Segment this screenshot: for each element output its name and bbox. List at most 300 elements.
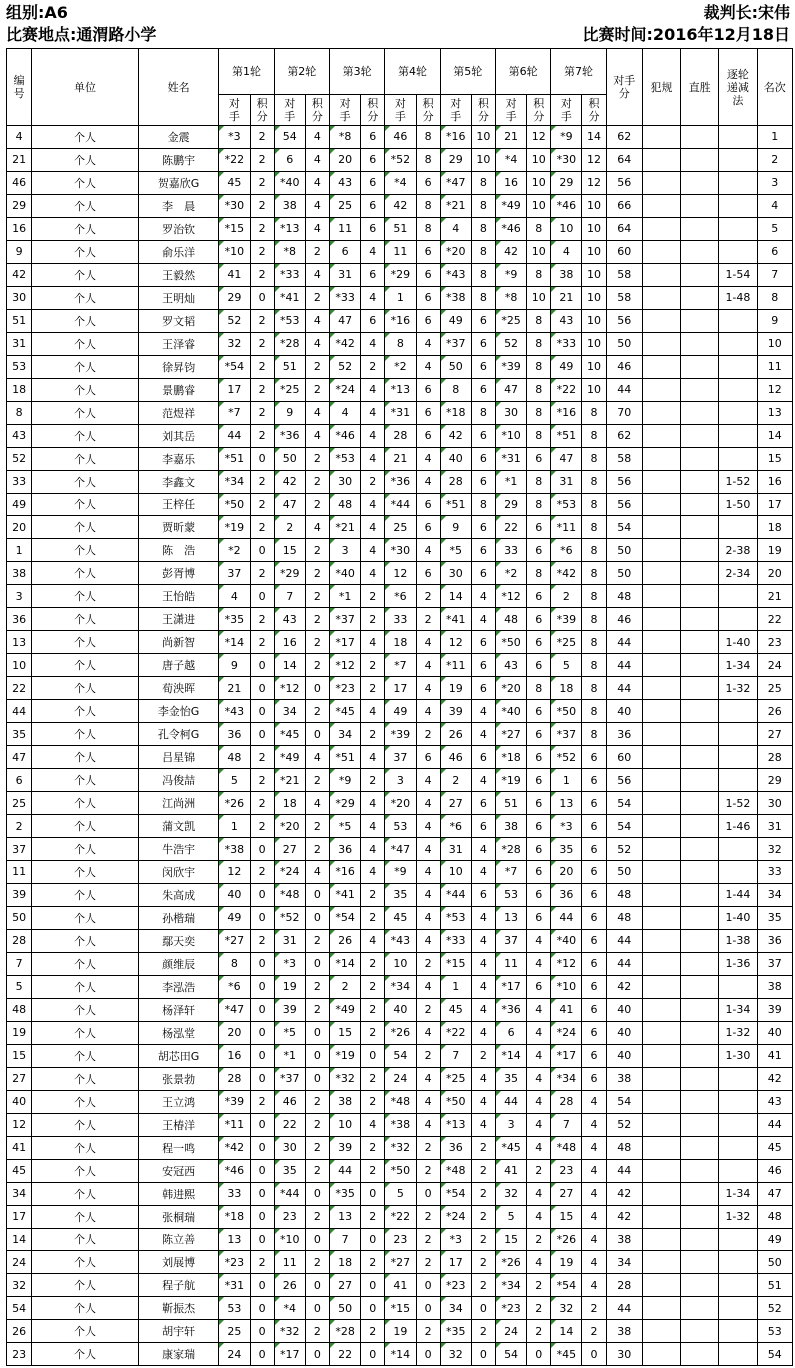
- cell-round-score: 10: [582, 309, 606, 332]
- cell-opponent: *48: [274, 883, 305, 906]
- cell-opponent: *23: [219, 1251, 250, 1274]
- cell-opp-score: 54: [606, 792, 642, 815]
- cell-unit: 个人: [32, 401, 139, 424]
- cell-opponent: 11: [385, 240, 416, 263]
- cell-opponent: 4: [329, 401, 360, 424]
- cell-opponent: 33: [495, 539, 526, 562]
- cell-round-score: 0: [471, 1297, 495, 1320]
- cell-opponent: *3: [551, 815, 582, 838]
- cell-tiebreak: 1-36: [719, 952, 757, 975]
- cell-round-score: 10: [582, 194, 606, 217]
- cell-round-score: 8: [527, 332, 551, 355]
- cell-opponent: *44: [274, 1182, 305, 1205]
- cell-round-score: 8: [416, 217, 440, 240]
- cell-round-score: 0: [361, 1044, 385, 1067]
- cell-rank: 47: [757, 1182, 792, 1205]
- cell-opponent: 6: [274, 148, 305, 171]
- cell-opponent: 45: [440, 998, 471, 1021]
- cell-direct-win: [681, 861, 719, 884]
- cell-name: 江尚洲: [138, 792, 219, 815]
- cell-round-score: 0: [250, 1044, 274, 1067]
- cell-opponent: *53: [440, 906, 471, 929]
- cell-opponent: 1: [440, 975, 471, 998]
- cell-opponent: 2: [551, 585, 582, 608]
- cell-opponent: 5: [385, 1182, 416, 1205]
- cell-opponent: *1: [329, 585, 360, 608]
- table-row: [7, 286, 793, 309]
- cell-no: 49: [7, 493, 32, 516]
- cell-opponent: *40: [495, 700, 526, 723]
- cell-round-score: 6: [471, 516, 495, 539]
- table-row: [7, 1228, 793, 1251]
- cell-round-score: 0: [250, 1182, 274, 1205]
- cell-round-score: 2: [361, 1067, 385, 1090]
- cell-round-score: 6: [471, 539, 495, 562]
- cell-direct-win: [681, 378, 719, 401]
- cell-round-score: 2: [305, 1251, 329, 1274]
- table-row: [7, 1205, 793, 1228]
- table-row: [7, 332, 793, 355]
- cell-no: 12: [7, 1113, 32, 1136]
- cell-opponent: *29: [385, 263, 416, 286]
- table-body: [7, 126, 793, 1366]
- cell-round-score: 0: [250, 539, 274, 562]
- cell-opponent: 44: [551, 906, 582, 929]
- cell-opponent: *12: [551, 952, 582, 975]
- cell-round-score: 8: [527, 493, 551, 516]
- cell-opponent: *2: [385, 355, 416, 378]
- cell-round-score: 2: [250, 815, 274, 838]
- cell-opponent: 4: [219, 585, 250, 608]
- cell-opponent: 42: [440, 424, 471, 447]
- cell-name: 王怡皓: [138, 585, 219, 608]
- cell-unit: 个人: [32, 792, 139, 815]
- cell-tiebreak: [719, 1159, 757, 1182]
- cell-round-score: 6: [361, 126, 385, 149]
- cell-round-score: 2: [416, 1320, 440, 1343]
- col-header-round-2: 第2轮: [274, 49, 329, 95]
- cell-no: 38: [7, 562, 32, 585]
- cell-opponent: *25: [551, 631, 582, 654]
- cell-opp-score: 44: [606, 1297, 642, 1320]
- cell-round-score: 4: [416, 792, 440, 815]
- cell-opponent: *40: [329, 562, 360, 585]
- cell-round-score: 4: [582, 1228, 606, 1251]
- cell-opponent: *3: [274, 952, 305, 975]
- cell-foul: [642, 1205, 680, 1228]
- cell-round-score: 2: [250, 148, 274, 171]
- cell-round-score: 8: [582, 401, 606, 424]
- subheader-opp: 对手: [219, 95, 250, 126]
- cell-round-score: 6: [471, 332, 495, 355]
- subheader-score: 积分: [471, 95, 495, 126]
- cell-direct-win: [681, 148, 719, 171]
- cell-round-score: 2: [361, 1136, 385, 1159]
- cell-round-score: 6: [527, 608, 551, 631]
- cell-round-score: 6: [471, 470, 495, 493]
- cell-rank: 45: [757, 1136, 792, 1159]
- cell-rank: 50: [757, 1251, 792, 1274]
- cell-opponent: 40: [440, 447, 471, 470]
- cell-opponent: 12: [385, 562, 416, 585]
- cell-direct-win: [681, 263, 719, 286]
- cell-round-score: 8: [416, 194, 440, 217]
- cell-round-score: 8: [527, 378, 551, 401]
- cell-foul: [642, 539, 680, 562]
- cell-opponent: 2: [274, 516, 305, 539]
- cell-round-score: 2: [250, 516, 274, 539]
- cell-round-score: 8: [582, 677, 606, 700]
- cell-opponent: 32: [440, 1343, 471, 1366]
- cell-name: 韩进熙: [138, 1182, 219, 1205]
- cell-tiebreak: [719, 746, 757, 769]
- cell-opponent: *4: [495, 148, 526, 171]
- cell-opp-score: 38: [606, 1320, 642, 1343]
- cell-foul: [642, 631, 680, 654]
- cell-rank: 14: [757, 424, 792, 447]
- cell-opponent: *9: [495, 263, 526, 286]
- cell-round-score: 4: [416, 815, 440, 838]
- cell-opponent: 7: [274, 585, 305, 608]
- cell-opponent: 39: [329, 1136, 360, 1159]
- cell-round-score: 2: [305, 493, 329, 516]
- cell-round-score: 6: [582, 1044, 606, 1067]
- cell-round-score: 0: [361, 1343, 385, 1366]
- cell-opponent: *30: [219, 194, 250, 217]
- cell-opponent: 54: [495, 1343, 526, 1366]
- cell-round-score: 8: [471, 217, 495, 240]
- cell-opp-score: 48: [606, 883, 642, 906]
- cell-opponent: 13: [219, 1228, 250, 1251]
- cell-opponent: *47: [219, 998, 250, 1021]
- cell-round-score: 4: [416, 355, 440, 378]
- cell-round-score: 0: [250, 1297, 274, 1320]
- cell-opponent: 11: [495, 952, 526, 975]
- cell-round-score: 6: [361, 263, 385, 286]
- cell-round-score: 12: [582, 171, 606, 194]
- cell-opponent: 1: [219, 815, 250, 838]
- cell-opponent: *40: [274, 171, 305, 194]
- cell-round-score: 2: [361, 1159, 385, 1182]
- cell-round-score: 2: [527, 1159, 551, 1182]
- table-row: [7, 378, 793, 401]
- cell-foul: [642, 677, 680, 700]
- cell-opponent: *6: [440, 815, 471, 838]
- table-row: [7, 746, 793, 769]
- cell-tiebreak: [719, 1228, 757, 1251]
- cell-round-score: 2: [305, 1205, 329, 1228]
- cell-opponent: 20: [219, 1021, 250, 1044]
- cell-round-score: 6: [527, 792, 551, 815]
- cell-unit: 个人: [32, 746, 139, 769]
- cell-direct-win: [681, 1136, 719, 1159]
- cell-name: 孔令柯G: [138, 723, 219, 746]
- cell-round-score: 2: [250, 470, 274, 493]
- cell-name: 王明灿: [138, 286, 219, 309]
- cell-round-score: 0: [250, 1021, 274, 1044]
- cell-opponent: *19: [495, 769, 526, 792]
- cell-unit: 个人: [32, 1320, 139, 1343]
- cell-round-score: 4: [361, 929, 385, 952]
- cell-opp-score: 40: [606, 1044, 642, 1067]
- cell-round-score: 2: [361, 975, 385, 998]
- cell-opponent: 30: [440, 562, 471, 585]
- cell-rank: 19: [757, 539, 792, 562]
- cell-round-score: 2: [250, 309, 274, 332]
- cell-round-score: 6: [582, 952, 606, 975]
- cell-unit: 个人: [32, 677, 139, 700]
- cell-opponent: 36: [440, 1136, 471, 1159]
- cell-direct-win: [681, 1021, 719, 1044]
- cell-name: 李嘉乐: [138, 447, 219, 470]
- cell-opponent: *34: [495, 1274, 526, 1297]
- cell-opponent: 6: [329, 240, 360, 263]
- cell-round-score: 4: [582, 1159, 606, 1182]
- cell-opponent: 20: [551, 861, 582, 884]
- cell-round-score: 2: [471, 1044, 495, 1067]
- cell-tiebreak: 1-34: [719, 1182, 757, 1205]
- cell-opponent: 29: [495, 493, 526, 516]
- cell-no: 17: [7, 1205, 32, 1228]
- cell-direct-win: [681, 516, 719, 539]
- cell-foul: [642, 792, 680, 815]
- cell-opponent: 16: [495, 171, 526, 194]
- cell-rank: 28: [757, 746, 792, 769]
- cell-round-score: 4: [416, 838, 440, 861]
- cell-opponent: 41: [551, 998, 582, 1021]
- cell-round-score: 6: [527, 883, 551, 906]
- cell-round-score: 0: [305, 1274, 329, 1297]
- cell-round-score: 2: [305, 929, 329, 952]
- table-row: [7, 1320, 793, 1343]
- cell-round-score: 6: [416, 286, 440, 309]
- cell-round-score: 0: [250, 838, 274, 861]
- cell-round-score: 0: [471, 1343, 495, 1366]
- cell-rank: 38: [757, 975, 792, 998]
- cell-opponent: 26: [274, 1274, 305, 1297]
- cell-foul: [642, 171, 680, 194]
- cell-opponent: *32: [385, 1136, 416, 1159]
- cell-round-score: 4: [361, 539, 385, 562]
- cell-unit: 个人: [32, 1343, 139, 1366]
- table-row: [7, 217, 793, 240]
- cell-opponent: *50: [551, 700, 582, 723]
- table-row: [7, 585, 793, 608]
- cell-round-score: 2: [416, 952, 440, 975]
- cell-opponent: 26: [440, 723, 471, 746]
- cell-round-score: 4: [527, 1205, 551, 1228]
- cell-opponent: 39: [274, 998, 305, 1021]
- cell-round-score: 2: [416, 1228, 440, 1251]
- cell-opponent: 37: [385, 746, 416, 769]
- cell-name: 王毅然: [138, 263, 219, 286]
- table-row: [7, 631, 793, 654]
- cell-opponent: 32: [495, 1182, 526, 1205]
- cell-opponent: 39: [440, 700, 471, 723]
- cell-opp-score: 50: [606, 861, 642, 884]
- cell-round-score: 2: [471, 1205, 495, 1228]
- cell-opponent: 5: [495, 1205, 526, 1228]
- cell-opponent: *8: [274, 240, 305, 263]
- subheader-score: 积分: [361, 95, 385, 126]
- cell-round-score: 4: [361, 746, 385, 769]
- cell-round-score: 0: [305, 677, 329, 700]
- table-row: [7, 1090, 793, 1113]
- cell-opponent: *18: [440, 401, 471, 424]
- cell-rank: 26: [757, 700, 792, 723]
- cell-opponent: 53: [495, 883, 526, 906]
- cell-round-score: 2: [250, 240, 274, 263]
- cell-tiebreak: [719, 447, 757, 470]
- cell-opponent: *22: [440, 1021, 471, 1044]
- col-header-name: 姓名: [138, 49, 219, 126]
- cell-tiebreak: [719, 332, 757, 355]
- cell-opponent: 35: [551, 838, 582, 861]
- cell-round-score: 6: [416, 746, 440, 769]
- cell-opponent: *32: [274, 1320, 305, 1343]
- cell-opponent: *11: [551, 516, 582, 539]
- cell-opponent: 23: [551, 1159, 582, 1182]
- col-header-opp-score: 对手分: [606, 49, 642, 126]
- cell-round-score: 6: [471, 746, 495, 769]
- table-row: [7, 815, 793, 838]
- cell-name: 李金怡G: [138, 700, 219, 723]
- cell-opponent: *22: [385, 1205, 416, 1228]
- table-row: [7, 975, 793, 998]
- cell-round-score: 0: [250, 677, 274, 700]
- cell-round-score: 2: [305, 355, 329, 378]
- cell-round-score: 2: [305, 1090, 329, 1113]
- cell-rank: 51: [757, 1274, 792, 1297]
- cell-opponent: *25: [274, 378, 305, 401]
- cell-opponent: 22: [274, 1113, 305, 1136]
- cell-opponent: *15: [219, 217, 250, 240]
- cell-opponent: *19: [329, 1044, 360, 1067]
- cell-round-score: 6: [582, 1067, 606, 1090]
- cell-round-score: 4: [361, 1113, 385, 1136]
- cell-unit: 个人: [32, 171, 139, 194]
- cell-no: 45: [7, 1159, 32, 1182]
- cell-round-score: 8: [582, 700, 606, 723]
- cell-rank: 11: [757, 355, 792, 378]
- cell-opponent: 19: [551, 1251, 582, 1274]
- cell-opponent: *53: [551, 493, 582, 516]
- cell-opponent: *36: [274, 424, 305, 447]
- cell-unit: 个人: [32, 126, 139, 149]
- table-row: [7, 309, 793, 332]
- cell-round-score: 2: [305, 838, 329, 861]
- cell-opponent: 12: [219, 861, 250, 884]
- cell-opponent: 29: [219, 286, 250, 309]
- cell-tiebreak: 1-54: [719, 263, 757, 286]
- cell-opponent: 25: [219, 1320, 250, 1343]
- cell-round-score: 0: [250, 700, 274, 723]
- cell-round-score: 4: [305, 171, 329, 194]
- cell-round-score: 6: [471, 378, 495, 401]
- cell-round-score: 2: [361, 769, 385, 792]
- table-row: [7, 1136, 793, 1159]
- subheader-opp: 对手: [440, 95, 471, 126]
- cell-opponent: 4: [440, 217, 471, 240]
- cell-round-score: 8: [582, 516, 606, 539]
- cell-tiebreak: 2-38: [719, 539, 757, 562]
- cell-round-score: 4: [361, 700, 385, 723]
- cell-foul: [642, 700, 680, 723]
- cell-opponent: *17: [551, 1044, 582, 1067]
- cell-opponent: *46: [329, 424, 360, 447]
- subheader-score: 积分: [305, 95, 329, 126]
- cell-opponent: 15: [495, 1228, 526, 1251]
- cell-opponent: *44: [385, 493, 416, 516]
- cell-name: 李鑫文: [138, 470, 219, 493]
- cell-direct-win: [681, 1297, 719, 1320]
- table-row: [7, 263, 793, 286]
- cell-name: 荀泱晖: [138, 677, 219, 700]
- cell-tiebreak: 1-32: [719, 677, 757, 700]
- cell-round-score: 6: [471, 562, 495, 585]
- cell-tiebreak: [719, 861, 757, 884]
- cell-round-score: 2: [527, 1274, 551, 1297]
- cell-opponent: 8: [440, 378, 471, 401]
- cell-round-score: 2: [250, 263, 274, 286]
- cell-round-score: 2: [416, 585, 440, 608]
- cell-opponent: 7: [329, 1228, 360, 1251]
- cell-opponent: *11: [440, 654, 471, 677]
- cell-unit: 个人: [32, 1021, 139, 1044]
- cell-opponent: *5: [440, 539, 471, 562]
- cell-opponent: *54: [440, 1182, 471, 1205]
- cell-opponent: 32: [219, 332, 250, 355]
- cell-no: 33: [7, 470, 32, 493]
- cell-opponent: 46: [385, 126, 416, 149]
- cell-opponent: 45: [219, 171, 250, 194]
- cell-opponent: *9: [385, 861, 416, 884]
- cell-tiebreak: [719, 309, 757, 332]
- cell-round-score: 0: [416, 1274, 440, 1297]
- cell-round-score: 0: [250, 1228, 274, 1251]
- cell-opponent: *39: [551, 608, 582, 631]
- cell-foul: [642, 1067, 680, 1090]
- cell-round-score: 2: [471, 1274, 495, 1297]
- cell-round-score: 4: [582, 1182, 606, 1205]
- cell-round-score: 2: [361, 677, 385, 700]
- cell-rank: 18: [757, 516, 792, 539]
- table-row: [7, 470, 793, 493]
- subheader-score: 积分: [416, 95, 440, 126]
- cell-rank: 42: [757, 1067, 792, 1090]
- cell-rank: 24: [757, 654, 792, 677]
- cell-round-score: 2: [305, 1136, 329, 1159]
- cell-opponent: 21: [495, 126, 526, 149]
- cell-round-score: 6: [471, 883, 495, 906]
- table-row: [7, 240, 793, 263]
- cell-round-score: 0: [250, 585, 274, 608]
- cell-unit: 个人: [32, 355, 139, 378]
- cell-opp-score: 56: [606, 470, 642, 493]
- cell-opp-score: 58: [606, 263, 642, 286]
- table-row: [7, 562, 793, 585]
- cell-rank: 8: [757, 286, 792, 309]
- cell-opponent: *43: [219, 700, 250, 723]
- cell-round-score: 2: [527, 1228, 551, 1251]
- cell-round-score: 4: [416, 769, 440, 792]
- cell-no: 28: [7, 929, 32, 952]
- cell-round-score: 2: [361, 883, 385, 906]
- cell-no: 54: [7, 1297, 32, 1320]
- cell-round-score: 4: [582, 1136, 606, 1159]
- table-row: [7, 654, 793, 677]
- cell-unit: 个人: [32, 929, 139, 952]
